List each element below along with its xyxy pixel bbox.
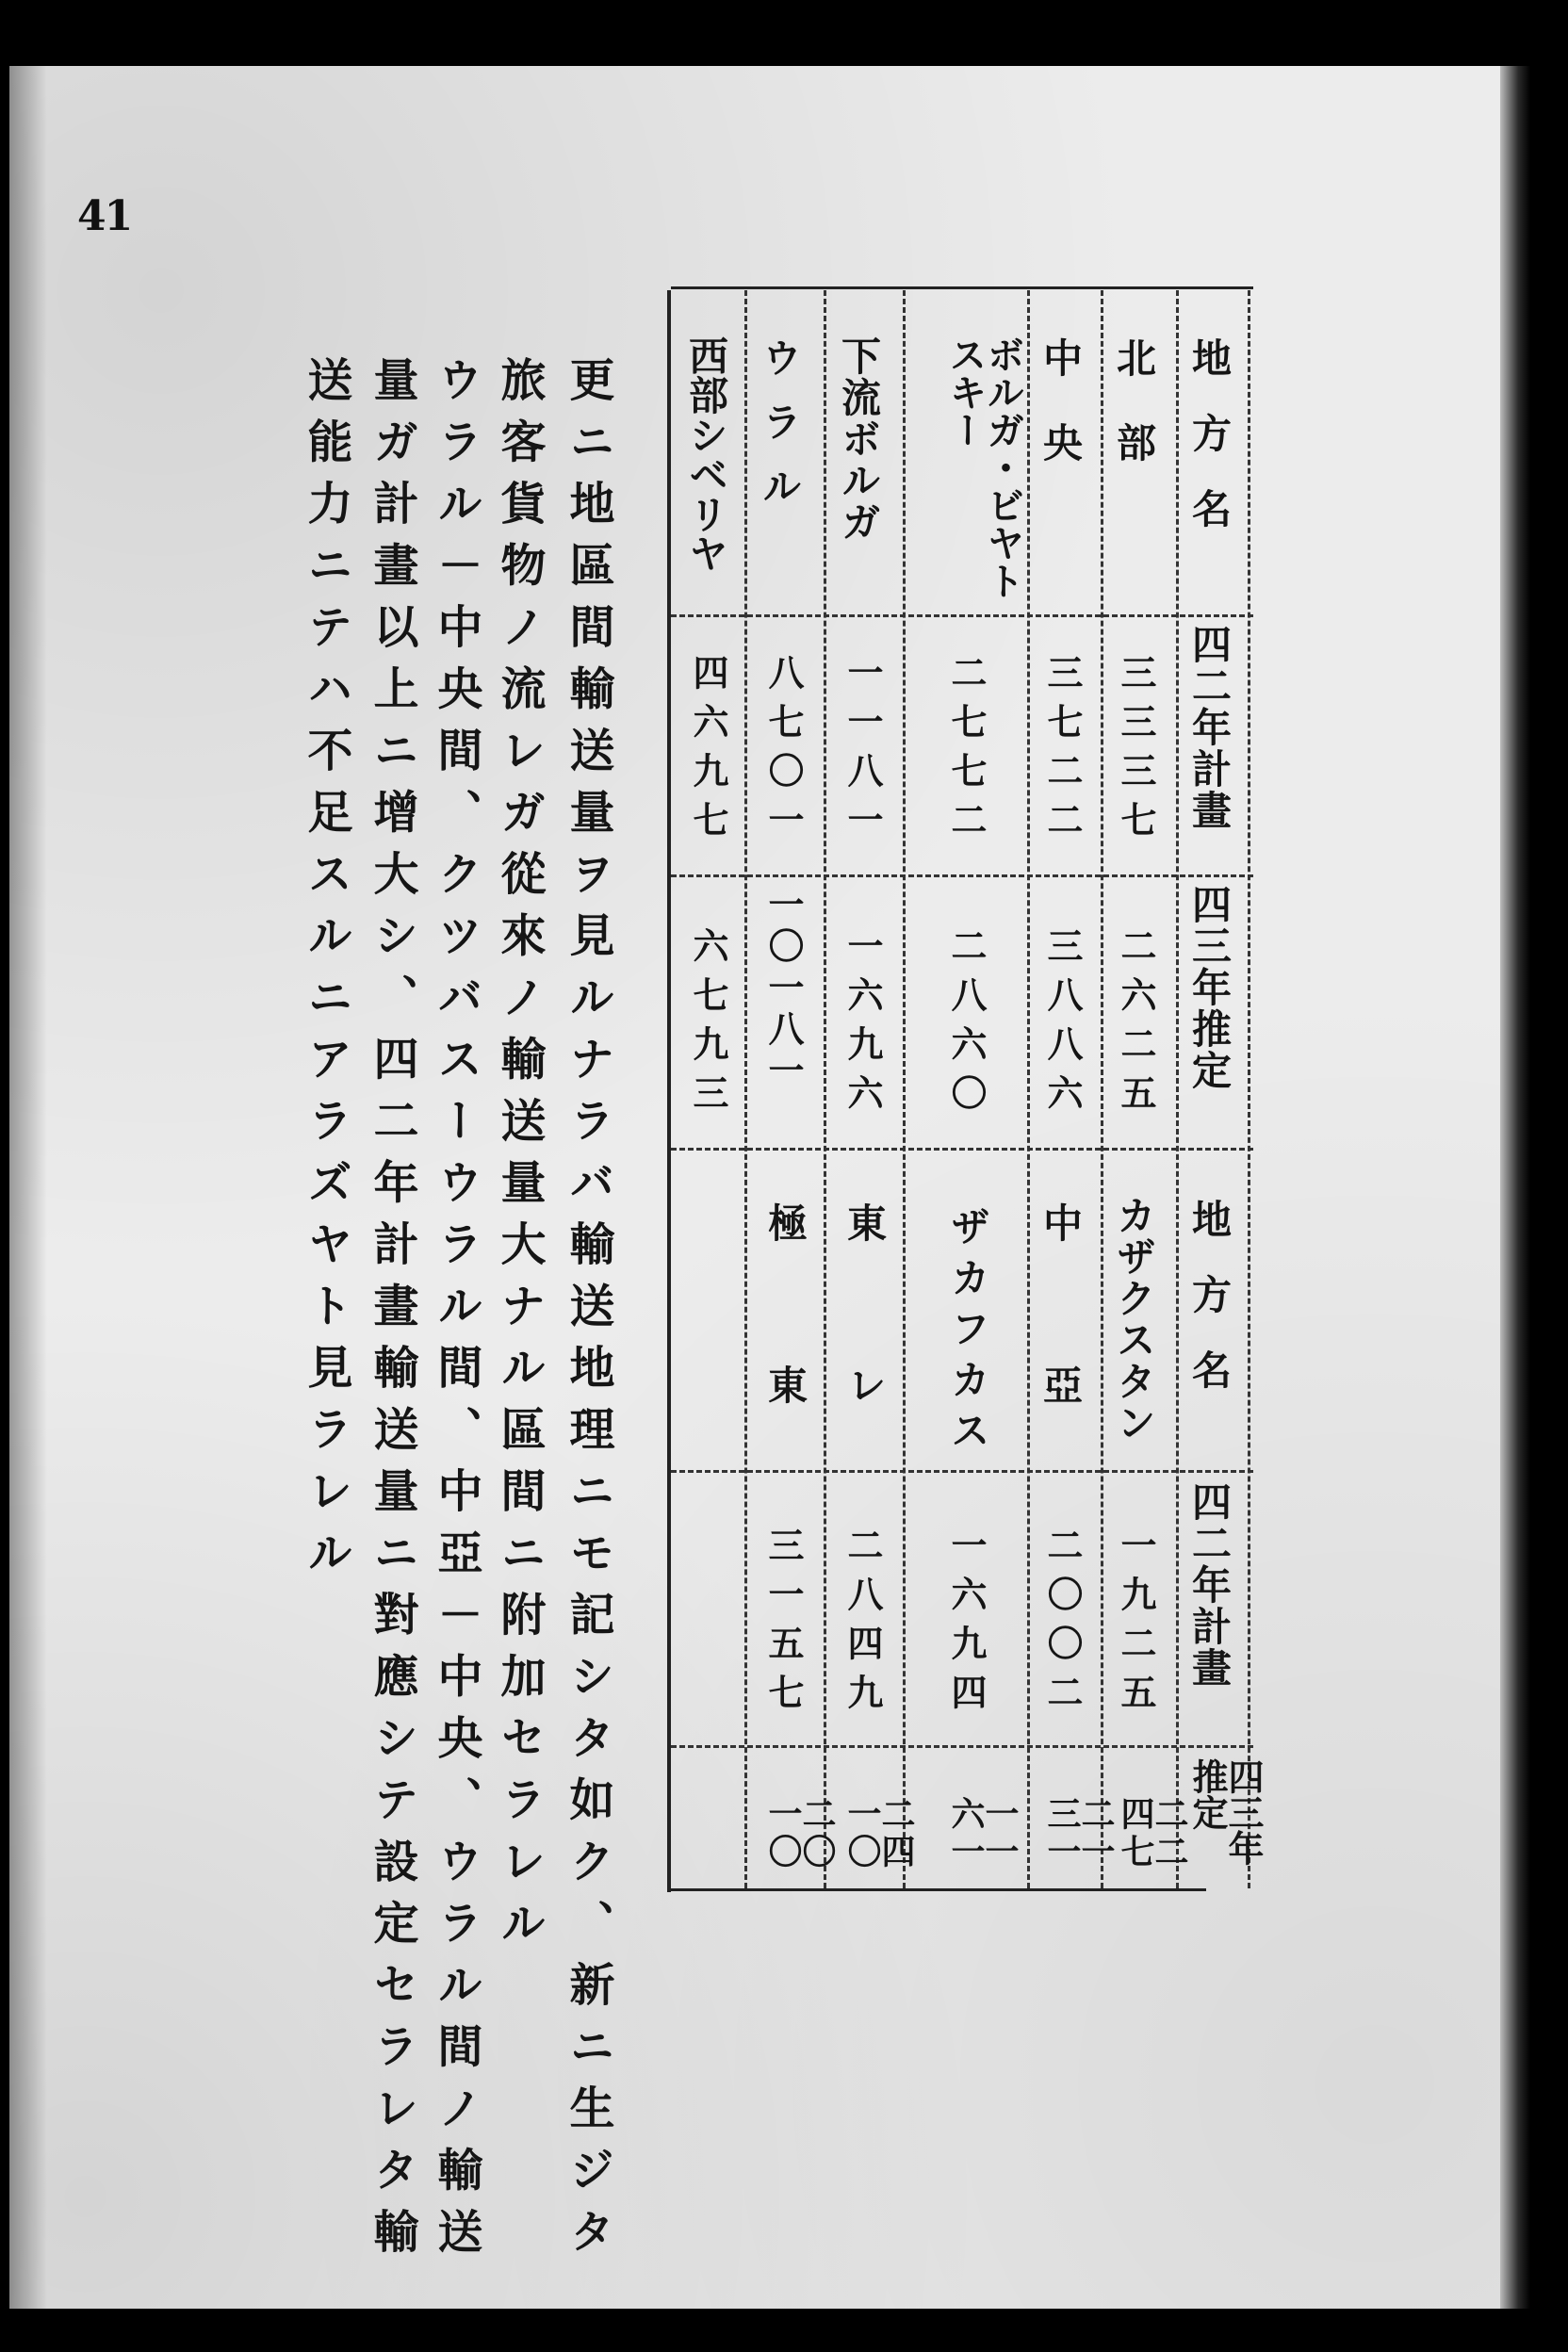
col-divider	[824, 290, 826, 1888]
row-region-ural: ウラル	[757, 337, 803, 530]
body-text-line-2: 旅客貨物ノ流レガ從來ノ輸送量大ナル區間ニ附加セラレル	[493, 356, 546, 1961]
col-divider	[1027, 290, 1030, 1888]
row-region-volga-vyatka: ボルガ・ビヤトスキー	[943, 335, 1024, 599]
header-est-43: 四三年推定	[1186, 884, 1233, 1091]
row-region-transcaucasia: ザカフカス	[945, 1206, 991, 1461]
header-plan-42-2: 四二年計畫	[1186, 1481, 1233, 1689]
header-plan-42: 四二年計畫	[1186, 624, 1233, 831]
col-divider	[744, 290, 747, 1888]
cell-est43-far-east: 二〇一〇	[763, 1796, 836, 1871]
cell-est43-north: 二六二五	[1115, 927, 1156, 1123]
cell-plan42-north: 三三三七	[1115, 654, 1156, 850]
col-divider	[1248, 290, 1250, 1888]
cell-plan42-central-asia: 二〇〇二	[1041, 1527, 1083, 1723]
table-border-left	[667, 290, 671, 1892]
row-divider	[671, 874, 1253, 877]
col-divider	[903, 290, 906, 1888]
row-divider	[671, 1745, 1253, 1748]
cell-plan42-ural: 八七〇一	[762, 654, 804, 850]
page-edge-right	[1500, 66, 1530, 2309]
cell-est43-central: 三八八六	[1041, 927, 1083, 1123]
row-region-north: 北部	[1111, 337, 1157, 507]
header-est-43-2: 四三年推定	[1186, 1758, 1264, 1866]
body-text-line-1: 更ニ地區間輸送量ヲ見ルナラバ輸送地理ニモ記シタ如ク、新ニ生ジタ	[562, 356, 614, 2270]
row-region-east-re: 東レ	[841, 1202, 888, 1527]
row-region-west-siberia: 西部シベリヤ	[683, 335, 729, 573]
cell-est43-central-asia: 二一三一	[1042, 1796, 1115, 1871]
cell-est43-east-re: 二四一〇	[842, 1796, 915, 1871]
cell-est43-ural: 一〇一八一	[762, 886, 804, 1093]
page-shadow-left	[9, 66, 47, 2309]
cell-est43-transcaucasia: 一一六一	[946, 1796, 1019, 1871]
cell-est43-kazakhstan: 二二四七	[1116, 1796, 1188, 1871]
row-region-far-east: 極東	[762, 1202, 808, 1527]
cell-plan42-east-re: 二八四九	[841, 1527, 883, 1723]
row-region-central-asia: 中亞	[1037, 1202, 1084, 1527]
body-text-line-3: ウラル－中央間、クツバスーウラル間、中亞－中央、ウラル間ノ輸送	[430, 356, 482, 2270]
header-region-2: 地方名	[1186, 1199, 1233, 1425]
table-border-top	[671, 286, 1253, 289]
row-region-kazakhstan: カザクスタン	[1111, 1195, 1157, 1444]
row-divider	[671, 1148, 1253, 1151]
col-divider	[1101, 290, 1103, 1888]
cell-plan42-lower-volga: 一一八一	[841, 654, 883, 850]
cell-plan42-kazakhstan: 一九二五	[1115, 1527, 1156, 1723]
body-text-line-5: 送能力ニテハ不足スルニアラズヤト見ラレル	[300, 356, 352, 1591]
cell-plan42-volga-vyatka: 二七七二	[945, 654, 987, 850]
page-number: 41	[77, 192, 132, 240]
row-region-lower-volga: 下流ボルガ	[836, 335, 882, 543]
cell-est43-lower-volga: 一六九六	[841, 927, 883, 1123]
data-table	[671, 283, 1265, 1896]
cell-plan42-west-siberia: 四六九七	[687, 654, 728, 850]
row-divider	[671, 1470, 1253, 1473]
body-text-line-4: 量ガ計畫以上ニ增大シ、四二年計畫輸送量ニ對應シテ設定セラレタ輸	[366, 356, 418, 2270]
cell-plan42-far-east: 三一五七	[762, 1527, 804, 1723]
row-divider	[671, 614, 1253, 617]
cell-est43-volga-vyatka: 二八六〇	[945, 927, 987, 1123]
cell-plan42-central: 三七二二	[1041, 654, 1083, 850]
cell-plan42-transcaucasia: 一六九四	[945, 1527, 987, 1723]
col-divider	[1176, 290, 1179, 1888]
row-region-central: 中央	[1037, 337, 1084, 507]
header-region: 地方名	[1186, 337, 1233, 564]
cell-est43-west-siberia: 六七九三	[687, 927, 728, 1123]
